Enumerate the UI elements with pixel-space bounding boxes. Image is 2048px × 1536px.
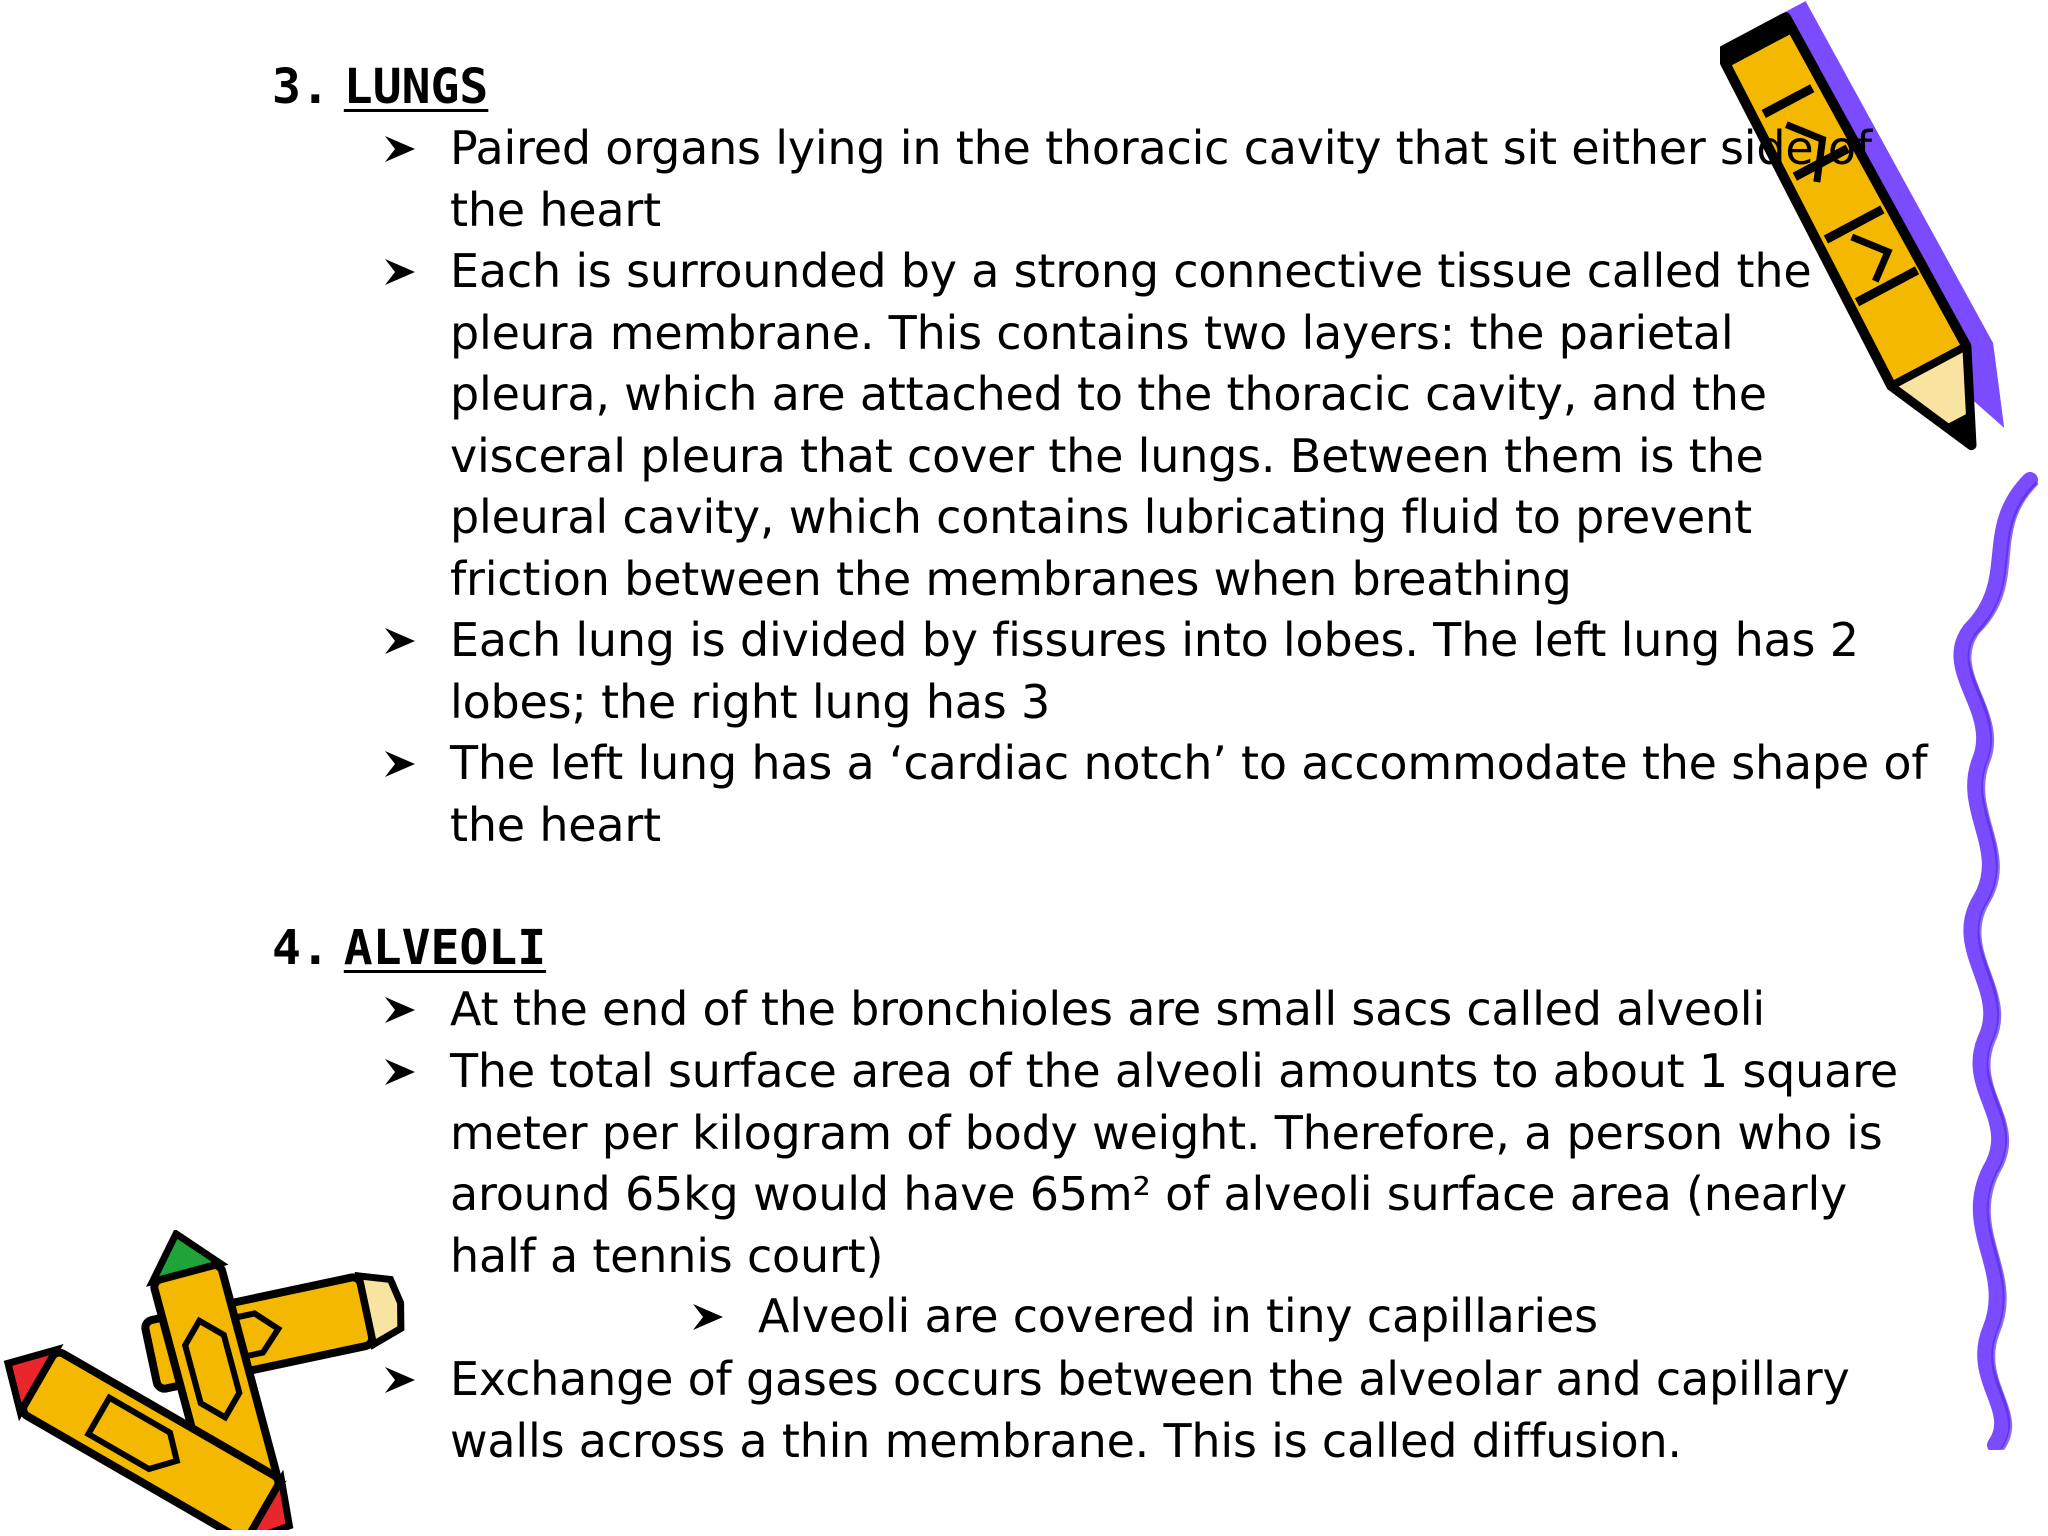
arrowhead-bullet-icon xyxy=(378,1041,422,1102)
bullet-text: Paired organs lying in the thoracic cavity that sit either side of the heart xyxy=(450,121,1872,237)
list-item xyxy=(378,733,1938,856)
list-item xyxy=(686,1286,1886,1348)
bullet-text: Alveoli are covered in tiny capillaries xyxy=(758,1289,1598,1343)
bullet-text: The total surface area of the alveoli amounts to about 1 square meter per kilogram of body weight. Therefore, a person who is around 65kg would have 65m² of alveoli surface area (nearly half a tennis court) xyxy=(450,1044,1898,1283)
arrowhead-bullet-icon xyxy=(378,733,422,794)
bullet-text: Each lung is divided by fissures into lobes. The left lung has 2 lobes; the right lung has 3 xyxy=(450,613,1859,729)
list-item xyxy=(378,1349,1938,1472)
bullet-text: The left lung has a ‘cardiac notch’ to accommodate the shape of the heart xyxy=(450,736,1928,852)
section-number: 3. xyxy=(272,59,330,115)
list-item xyxy=(378,118,1938,241)
section-title: LUNGS xyxy=(343,59,489,115)
bullet-text: At the end of the bronchioles are small sacs called alveoli xyxy=(450,982,1765,1036)
list-item xyxy=(378,610,1938,733)
arrowhead-bullet-icon xyxy=(378,241,422,302)
section-number: 4. xyxy=(272,920,330,976)
list-item xyxy=(378,1041,1938,1287)
section-heading-lungs xyxy=(272,56,488,118)
list-item xyxy=(378,979,1938,1041)
arrowhead-bullet-icon xyxy=(378,610,422,671)
section-title: ALVEOLI xyxy=(343,920,547,976)
arrowhead-bullet-icon xyxy=(378,979,422,1040)
bullet-text: Each is surrounded by a strong connective tissue called the pleura membrane. This contains two layers: the parietal pleura, which are attached to the thoracic cavity, and the visceral pleura that cover the lungs. Between them is the pleural cavity, which contains lubricating fluid to prevent friction between the membranes when breathing xyxy=(450,244,1812,606)
arrowhead-bullet-icon xyxy=(378,1349,422,1410)
list-item xyxy=(378,241,1938,610)
bullet-text: Exchange of gases occurs between the alveolar and capillary walls across a thin membrane. This is called diffusion. xyxy=(450,1352,1850,1468)
section-heading-alveoli xyxy=(272,917,546,979)
arrowhead-bullet-icon xyxy=(378,118,422,179)
arrowhead-bullet-icon xyxy=(686,1286,730,1347)
